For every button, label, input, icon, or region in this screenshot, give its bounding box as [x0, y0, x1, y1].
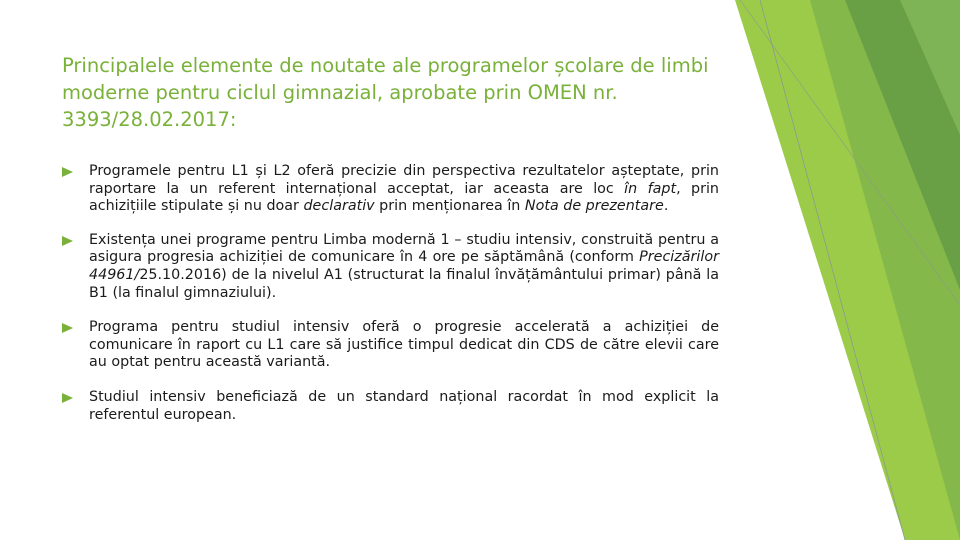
bullet-triangle-icon [62, 167, 73, 177]
bullet-item: Existența unei programe pentru Limba modernă 1 – studiu intensiv, construită pentru a asigura progresia achiziției de comunicare în 4 ore pe săptămână (conform Precizărilor 44961/25.10.2016) de la nivelul A1 (structurat la finalul învățământului primar) până la B1 (la finalul gimnaziului). [62, 232, 719, 302]
bullet-triangle-icon [62, 393, 73, 403]
bullet-item: Studiul intensiv beneficiază de un standard național racordat în mod explicit la referentul european. [62, 389, 719, 424]
bullet-item: Programele pentru L1 și L2 oferă precizie din perspectiva rezultatelor așteptate, prin raportare la un referent internațional acceptat, iar aceasta are loc în fapt, prin achizițiile stipulate și nu doar declarativ prin menționarea în Nota de prezentare. [62, 163, 719, 216]
slide-title: Principalele elemente de noutate ale programelor școlare de limbi moderne pentru ciclul gimnazial, aprobate prin OMEN nr. 3393/28.02.2017: [62, 54, 709, 131]
bullet-triangle-icon [62, 236, 73, 246]
bullet-triangle-icon [62, 323, 73, 333]
bullet-item: Programa pentru studiul intensiv oferă o progresie accelerată a achiziției de comunicare în raport cu L1 care să justifice timpul dedicat din CDS de către elevii care au optat pentru această variantă. [62, 319, 719, 372]
bullet-list [62, 163, 719, 441]
